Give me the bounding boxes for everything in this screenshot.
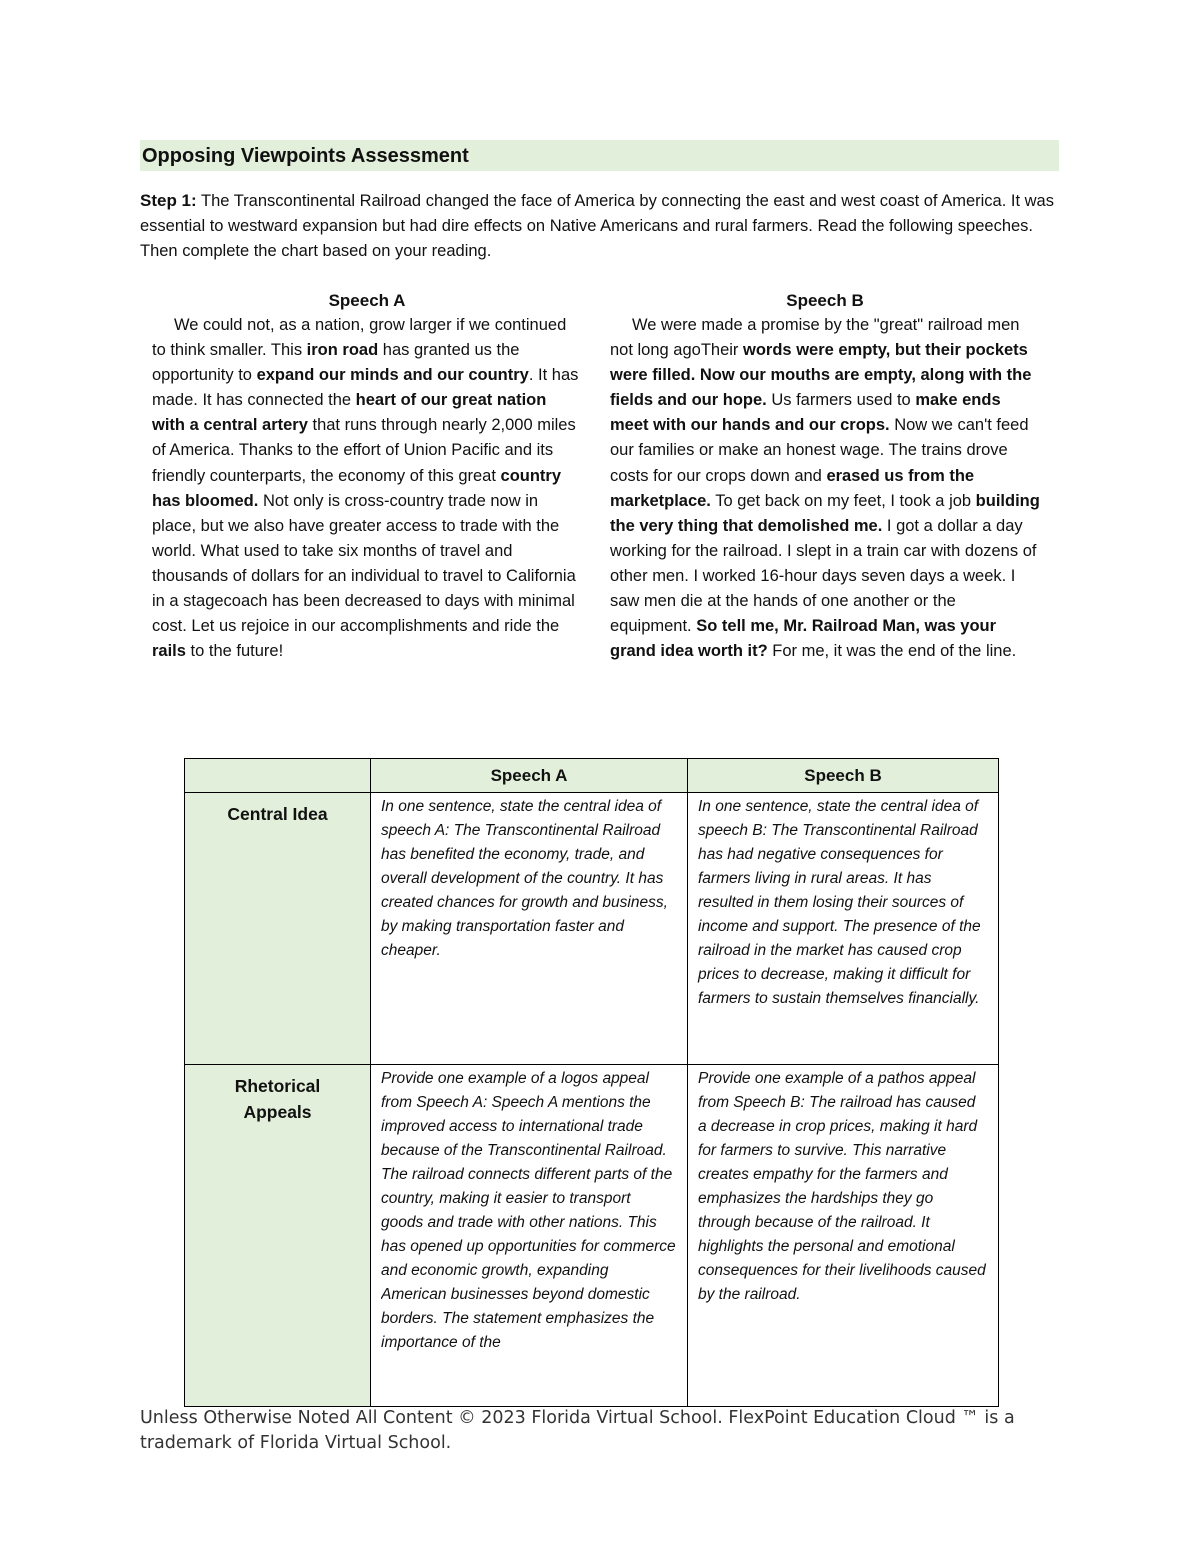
rhetorical-appeals-speech-a-text: Provide one example of a logos appeal from Speech A: Speech A mentions the improved access to international trade because of the Transcontinental Railroad. The railroad connects different parts of the country, making it easier to transport goods and trade with other nations. This has opened up opportunities for commerce and economic growth, expanding American businesses beyond domestic borders. The statement emphasizes the importance of the xyxy=(381,1070,676,1351)
speech-a-emphasis: iron road xyxy=(306,341,379,360)
rhetorical-appeals-speech-a xyxy=(371,1065,688,1407)
chart-header-speech-a: Speech A xyxy=(371,759,688,793)
speech-a-emphasis: rails xyxy=(152,642,186,661)
speech-a-segment: has granted us the opportunity to xyxy=(152,341,520,385)
rhetorical-appeals-speech-b-text: Provide one example of a pathos appeal from Speech B: The railroad has caused a decrease in crop prices, making it hard for farmers to survive. This narrative creates empathy for the farmers and emphasizes the hardships they go through because of the railroad. It highlights the personal and emotional consequences for their livelihoods caused by the railroad. xyxy=(698,1070,986,1303)
speech-b-emphasis: words were empty, but their pockets were filled. Now our mouths are empty, along with the fields and our hope. xyxy=(610,341,1032,410)
speech-b-heading: Speech B xyxy=(786,291,864,310)
row-label-central-idea: Central Idea xyxy=(185,793,371,1065)
speech-a-segment: We could not, as a nation, grow larger if we continued to think smaller. This xyxy=(152,316,567,360)
speech-b-segment: To get back on my feet, I took a job xyxy=(710,491,976,510)
speech-b-emphasis: make ends meet with our hands and our crops. xyxy=(610,391,1001,435)
speech-a-emphasis: heart of our great nation with a central artery xyxy=(152,391,547,435)
speech-b-body xyxy=(610,313,1040,664)
speech-a-segment: Not only is cross-country trade now in place, but we also have greater access to trade with the world. What used to take six months of travel and thousands of dollars for an individual to travel to California in a stagecoach has been decreased to days with minimal cost. Let us rejoice in our accomplishments and ride the xyxy=(152,491,576,636)
speech-a-segment: that runs through nearly 2,000 miles of America. Thanks to the effort of Union Pacific and its friendly counterparts, the economy of this great xyxy=(152,416,576,485)
title-bar xyxy=(140,140,1059,171)
analysis-chart xyxy=(184,758,999,1407)
speech-a-emphasis: country has bloomed. xyxy=(152,466,562,510)
step-text: The Transcontinental Railroad changed the face of America by connecting the east and west coast of America. It was essential to westward expansion but had dire effects on Native Americans and rural farmers. Read the following speeches. Then complete the chart based on your reading. xyxy=(140,192,1054,260)
chart-header-speech-b: Speech B xyxy=(688,759,999,793)
table-row xyxy=(185,793,999,1065)
speech-b-emphasis: building the very thing that demolished me. xyxy=(610,491,1040,535)
speech-b-segment: I got a dollar a day working for the railroad. I slept in a train car with dozens of other men. I worked 16-hour days seven days a week. I saw men die at the hands of one another or the equipment. xyxy=(610,516,1037,636)
speech-a-heading: Speech A xyxy=(328,291,406,310)
speech-a-emphasis: expand our minds and our country xyxy=(256,366,529,385)
copyright-footer: Unless Otherwise Noted All Content © 2023 Florida Virtual School. FlexPoint Education Cloud ™ is a trademark of Florida Virtual School. xyxy=(140,1408,1015,1453)
speech-a-body xyxy=(152,313,582,664)
chart-header-empty xyxy=(185,759,371,793)
step-label: Step 1: xyxy=(140,191,197,210)
speech-b-segment: Now we can't feed our families or make an honest wage. The trains drove costs for our crops down and xyxy=(610,416,1029,485)
speech-b-segment: We were made a promise by the "great" railroad men not long agoTheir xyxy=(610,316,1020,360)
rhetorical-appeals-speech-b xyxy=(688,1065,999,1407)
speech-b-emphasis: erased us from the marketplace. xyxy=(610,466,975,510)
speech-b-segment: For me, it was the end of the line. xyxy=(767,642,1017,661)
central-idea-speech-a: In one sentence, state the central idea of speech A: The Transcontinental Railroad has benefited the economy, trade, and overall development of the country. It has created chances for growth and business, by making transportation faster and cheaper. xyxy=(371,793,688,1065)
table-row xyxy=(185,1065,999,1407)
page-title: Opposing Viewpoints Assessment xyxy=(142,145,469,167)
speech-b xyxy=(610,288,1040,664)
row-label-text: Rhetorical Appeals xyxy=(234,1076,321,1122)
chart-header-row xyxy=(185,759,999,793)
speech-a-segment: . It has made. It has connected the xyxy=(152,366,579,410)
speech-a-segment: to the future! xyxy=(185,642,284,661)
speech-b-segment: Us farmers used to xyxy=(766,391,916,410)
central-idea-speech-b: In one sentence, state the central idea of speech B: The Transcontinental Railroad has had negative consequences for farmers living in rural areas. It has resulted in them losing their sources of income and support. The presence of the railroad in the market has caused crop prices to decrease, making it difficult for farmers to sustain themselves financially. xyxy=(688,793,999,1065)
speech-b-emphasis: So tell me, Mr. Railroad Man, was your grand idea worth it? xyxy=(610,617,997,661)
row-label-rhetorical-appeals xyxy=(185,1065,371,1407)
step-1-instructions xyxy=(140,188,1060,264)
speech-a xyxy=(152,288,582,664)
